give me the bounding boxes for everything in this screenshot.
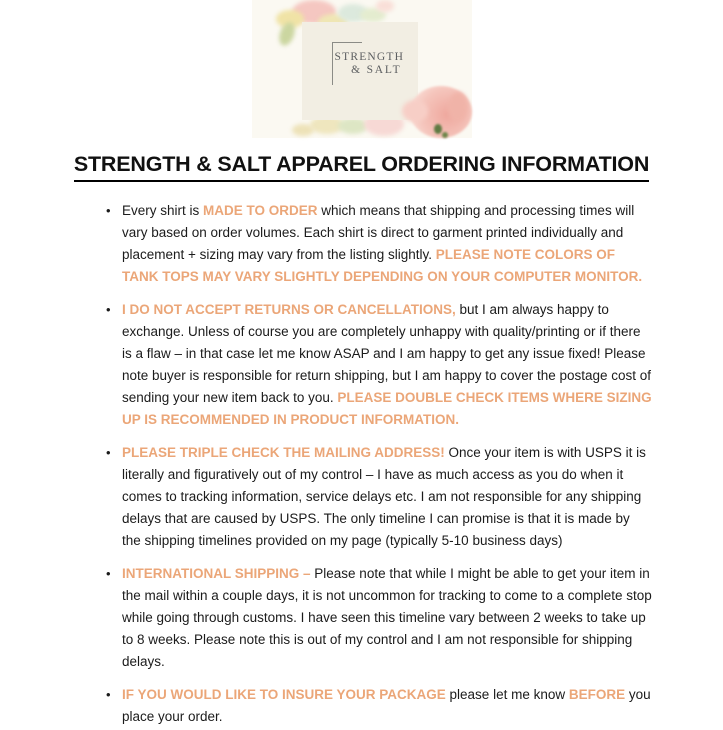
bullet-marker: •: [106, 445, 111, 460]
watercolor-petal-right-deep: [448, 92, 468, 122]
text-segment: please let me know: [449, 687, 569, 702]
text-segment: Please note that while I might be able to get your item in the mail within a couple days, it is not uncommon for tracking to come to a complete stop while going through customs. I have seen this timeline vary between 2 weeks to take up to 8 weeks. Please note this is out of my control and I am not responsible for shipping delays.: [122, 566, 652, 669]
watercolor-leaf-bottom-yellow-small: [292, 124, 314, 136]
logo-wordmark-line1: STRENGTH: [334, 51, 405, 63]
highlighted-segment: PLEASE NOTE COLORS OF TANK TOPS MAY VARY SLIGHTLY DEPENDING ON YOUR COMPUTER MONITOR.: [122, 247, 643, 284]
list-item-text: [122, 563, 652, 673]
logo-wordmark-line2: & SALT: [351, 64, 402, 76]
text-segment: Once your item is with USPS it is literally and figuratively out of my control – I have as much access as you do when it comes to tracking information, service delays etc. I am not responsible for any shipping delays that are caused by USPS. The only timeline I can promise is that it is made by the shipping timelines provided on my page (typically 5-10 business days): [122, 445, 646, 548]
list-item-returns-policy: [106, 299, 654, 431]
highlighted-segment: INTERNATIONAL SHIPPING –: [122, 566, 315, 581]
highlighted-segment: I DO NOT ACCEPT RETURNS OR CANCELLATIONS,: [122, 302, 456, 317]
list-item-mailing-address: [106, 442, 654, 552]
bullet-marker: •: [106, 302, 111, 317]
list-item-text: [122, 200, 652, 288]
list-item-text: [122, 442, 652, 552]
list-item-insurance: [106, 684, 654, 728]
list-item-made-to-order: [106, 200, 654, 288]
text-segment: which means that shipping and processing times will vary based on order volumes. Each shirt is direct to garment printed individually and placement + sizing may vary from the listing slightly.: [122, 203, 635, 262]
bullet-marker: •: [106, 687, 111, 702]
logo-wordmark: [334, 51, 405, 77]
list-item-text: [122, 299, 652, 431]
page-title-text: STRENGTH & SALT APPAREL ORDERING INFORMATION: [74, 152, 649, 182]
text-segment: but I am always happy to exchange. Unless of course you are completely unhappy with quality/printing or if there is a flaw – in that case let me know ASAP and I am happy to get any issue fixed! Please note buyer is responsible for return shipping, but I am happy to cover the postage cost of sending your new item back to you.: [122, 302, 652, 405]
bullet-marker: •: [106, 203, 111, 218]
highlighted-segment: BEFORE: [568, 687, 626, 702]
page-title: [0, 142, 723, 182]
watercolor-petal-bottomright: [402, 100, 428, 122]
highlighted-segment: IF YOU WOULD LIKE TO INSURE YOUR PACKAGE: [122, 687, 450, 702]
brand-logo: [252, 0, 472, 138]
watercolor-flower-top-pink-small: [376, 0, 394, 12]
text-segment: Every shirt is: [122, 203, 204, 218]
list-item-text: [122, 684, 652, 728]
highlighted-segment: PLEASE TRIPLE CHECK THE MAILING ADDRESS!: [122, 445, 445, 460]
text-segment: you place your order.: [122, 687, 651, 724]
ordering-info-list: [106, 200, 654, 730]
logo-square: [302, 22, 418, 120]
list-item-international-shipping: [106, 563, 654, 673]
watercolor-stem-accent-green: [434, 124, 442, 134]
highlighted-segment: PLEASE DOUBLE CHECK ITEMS WHERE SIZING UP IS RECOMMENDED IN PRODUCT INFORMATION.: [122, 390, 652, 427]
watercolor-stem-accent-green-small: [442, 132, 448, 138]
bullet-marker: •: [106, 566, 111, 581]
highlighted-segment: MADE TO ORDER: [203, 203, 318, 218]
